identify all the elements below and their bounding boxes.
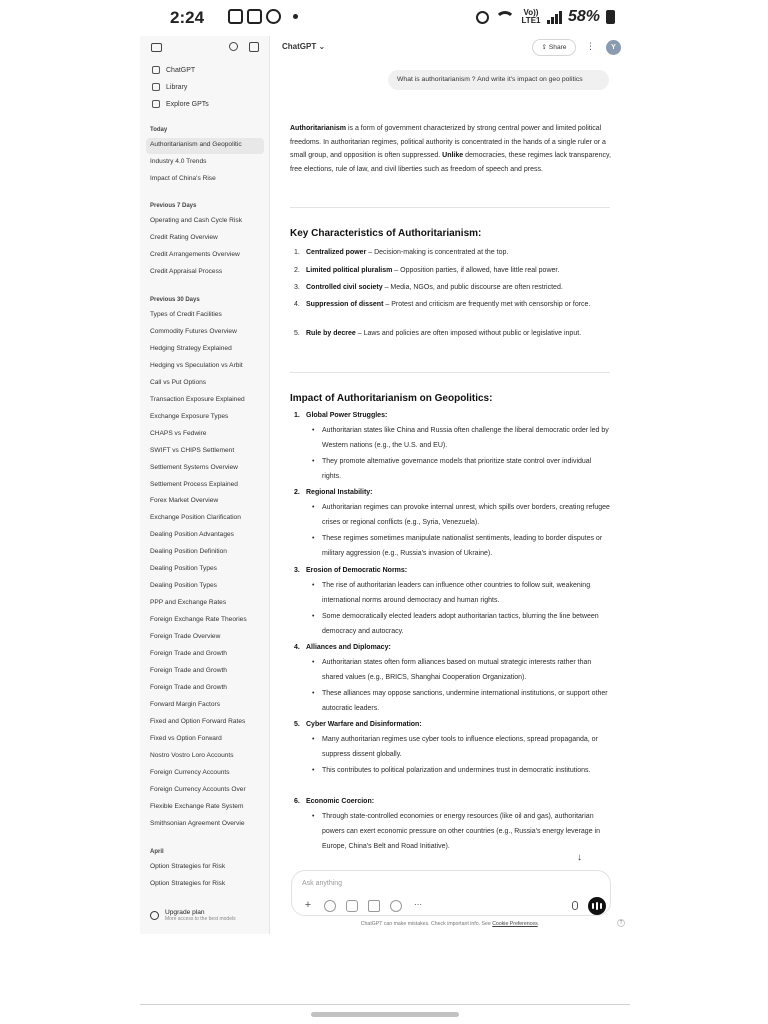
bullet-item bbox=[312, 454, 612, 484]
characteristic-item bbox=[294, 247, 612, 260]
bullet-dot: • bbox=[312, 458, 315, 465]
bullet-item bbox=[312, 763, 612, 778]
library-icon bbox=[152, 83, 160, 91]
item-text: – Decision-making is concentrated at the top. bbox=[366, 249, 509, 256]
conversation-item[interactable]: Smithsonian Agreement Overvie bbox=[150, 819, 245, 827]
clock: 2:24 bbox=[170, 8, 205, 27]
sidebar-nav-explore-gpts[interactable] bbox=[152, 100, 209, 108]
bullet-dot: • bbox=[312, 813, 315, 820]
grid-icon bbox=[152, 100, 160, 108]
conversation-item[interactable]: Settlement Systems Overview bbox=[150, 463, 238, 471]
disclaimer-end: . bbox=[537, 921, 540, 927]
conversation-item[interactable]: Exchange Exposure Types bbox=[150, 412, 229, 420]
conversation-item[interactable]: Types of Credit Facilities bbox=[150, 311, 222, 318]
conversation-item[interactable]: Exchange Position Clarification bbox=[150, 514, 241, 522]
impact-heading-item bbox=[294, 489, 373, 496]
conversation-item[interactable]: CHAPS vs Fedwire bbox=[150, 429, 207, 437]
bullet-text: Authoritarian states like China and Russia often challenge the liberal democratic order led by Western nations (e.g., the U.S. and EU). bbox=[322, 427, 609, 449]
bullet-text: Some democratically elected leaders adopt authoritarian tactics, blurring the line between democracy and autocracy. bbox=[322, 613, 599, 635]
item-body bbox=[306, 299, 590, 312]
intro-paragraph bbox=[290, 122, 612, 176]
item-number: 2. bbox=[294, 267, 300, 274]
bullet-item bbox=[312, 500, 612, 530]
bullet-text: Authoritarian regimes can provoke internal unrest, which spills over borders, creating refugee crises or regional conflicts (e.g., Syria, Venezuela). bbox=[322, 504, 610, 526]
unlike-bold: Unlike bbox=[442, 152, 464, 159]
item-title: Rule by decree bbox=[306, 330, 356, 337]
bullet-text: Many authoritarian regimes use cyber tools to influence elections, spread propaganda, or suppress dissent globally. bbox=[322, 736, 598, 758]
impact-heading-item bbox=[294, 412, 387, 419]
battery-percent: 58% bbox=[568, 8, 601, 25]
conversation-item[interactable]: Authoritarianism and Geopolitic bbox=[146, 138, 264, 154]
characteristic-item bbox=[294, 299, 612, 312]
avatar[interactable]: Y bbox=[606, 40, 621, 55]
section-label: Today bbox=[150, 127, 168, 133]
bullet-text: These alliances may oppose sanctions, undermine international institutions, or support other autocratic leaders. bbox=[322, 690, 608, 712]
item-number: 3. bbox=[294, 567, 300, 574]
bullet-item bbox=[312, 809, 612, 854]
wifi-icon bbox=[495, 11, 515, 23]
item-body bbox=[306, 282, 563, 295]
share-label: Share bbox=[548, 44, 567, 51]
characteristic-item bbox=[294, 282, 612, 295]
section-label: Previous 30 Days bbox=[150, 297, 200, 303]
bullet-dot: • bbox=[312, 582, 315, 589]
impact-title: Global Power Struggles: bbox=[306, 412, 388, 419]
characteristic-item bbox=[294, 265, 612, 278]
search-icon[interactable] bbox=[229, 42, 238, 51]
lightbulb-icon[interactable] bbox=[346, 900, 358, 912]
impact-title: Cyber Warfare and Disinformation: bbox=[306, 721, 422, 728]
upgrade-icon bbox=[150, 911, 159, 920]
section-label: April bbox=[150, 849, 164, 855]
share-icon: ⇪ bbox=[541, 44, 549, 51]
term-bold: Authoritarianism bbox=[290, 125, 347, 132]
bullet-text: Authoritarian states often form alliances based on mutual strategic interests rather than shared values (e.g., BRICS, Shanghai Cooperation Organization). bbox=[322, 659, 592, 681]
item-title: Suppression of dissent bbox=[306, 301, 384, 308]
microphone-icon[interactable] bbox=[572, 901, 578, 910]
megaphone-icon[interactable] bbox=[368, 900, 380, 912]
share-button[interactable] bbox=[532, 39, 576, 56]
conversation-item[interactable]: Commodity Futures Overview bbox=[150, 327, 237, 335]
upgrade-title: Upgrade plan bbox=[165, 909, 205, 916]
divider bbox=[290, 372, 610, 373]
sidebar-nav-label: Explore GPTs bbox=[166, 100, 209, 108]
globe-icon[interactable] bbox=[324, 900, 336, 912]
bullet-text: They promote alternative governance models that prioritize state control over individual rights. bbox=[322, 458, 592, 480]
bullet-item bbox=[312, 578, 612, 608]
sidebar bbox=[140, 36, 270, 934]
sidebar-nav-label: ChatGPT bbox=[166, 66, 196, 74]
conversation-item[interactable]: Foreign Trade Overview bbox=[150, 633, 221, 641]
bullet-dot: • bbox=[312, 767, 315, 774]
conversation-item[interactable]: Industry 4.0 Trends bbox=[150, 157, 207, 165]
intro-text-1: is a form of government characterized by strong central power and limited political freedoms. In authoritarian regimes, political authority is concentrated in the hands of a single ruler or a small group, and opposition is often suppressed. bbox=[290, 125, 606, 159]
impact-title: Alliances and Diplomacy: bbox=[306, 644, 391, 651]
conversation-item[interactable]: Foreign Trade and Growth bbox=[150, 666, 227, 674]
conversation-item[interactable]: Call vs Put Options bbox=[150, 378, 207, 386]
bullet-dot: • bbox=[312, 535, 315, 542]
conversation-item[interactable]: Fixed and Option Forward Rates bbox=[150, 717, 246, 725]
threads-icon bbox=[266, 9, 281, 24]
conversation-item[interactable]: Foreign Exchange Rate Theories bbox=[150, 616, 247, 624]
bullet-text: This contributes to political polarization and undermines trust in democratic institutions. bbox=[322, 767, 591, 774]
item-number: 1. bbox=[294, 412, 300, 419]
model-selector[interactable]: ChatGPT ⌄ bbox=[282, 42, 326, 51]
more-notifications-dot-icon bbox=[293, 14, 298, 19]
impact-heading-item bbox=[294, 644, 391, 651]
conversation-item[interactable]: Option Strategies for Risk bbox=[150, 863, 226, 870]
cookie-preferences-link[interactable]: Cookie Preferences bbox=[492, 921, 538, 927]
notification-icons bbox=[228, 9, 298, 24]
disclaimer bbox=[290, 921, 610, 927]
more-options-icon[interactable]: ⋮ bbox=[586, 41, 595, 51]
divider bbox=[290, 207, 610, 208]
item-body bbox=[306, 328, 581, 341]
bullet-item bbox=[312, 686, 612, 716]
conversation-item[interactable]: Credit Arrangements Overview bbox=[150, 250, 240, 258]
conversation-item[interactable]: Foreign Currency Accounts bbox=[150, 768, 230, 776]
voice-mode-button[interactable] bbox=[588, 897, 606, 915]
bullet-text: The rise of authoritarian leaders can influence other countries to follow suit, weakening international norms around democracy and human rights. bbox=[322, 582, 591, 604]
item-number: 1. bbox=[294, 249, 300, 256]
conversation-item[interactable]: Dealing Position Types bbox=[150, 565, 217, 573]
bullet-dot: • bbox=[312, 504, 315, 511]
bullet-dot: • bbox=[312, 427, 315, 434]
conversation-item[interactable]: Hedging vs Speculation vs Arbit bbox=[150, 361, 243, 369]
sidebar-nav-label: Library bbox=[166, 83, 188, 91]
gallery-icon bbox=[228, 9, 243, 24]
help-icon[interactable]: ? bbox=[617, 919, 625, 927]
conversation-item[interactable]: Credit Rating Overview bbox=[150, 233, 218, 241]
conversation-item[interactable]: Foreign Trade and Growth bbox=[150, 650, 227, 657]
conversation-item[interactable]: Forex Market Overview bbox=[150, 497, 219, 505]
item-number: 3. bbox=[294, 284, 300, 291]
characteristic-item bbox=[294, 328, 612, 341]
conversation-item[interactable]: Foreign Currency Accounts Over bbox=[150, 785, 246, 793]
impact-heading-item bbox=[294, 567, 407, 574]
system-icons bbox=[476, 8, 615, 26]
conversation-item[interactable]: Option Strategies for Risk bbox=[150, 879, 226, 887]
item-number: 4. bbox=[294, 301, 300, 308]
signal-icon bbox=[547, 11, 562, 24]
item-text: – Media, NGOs, and public discourse are often restricted. bbox=[382, 284, 563, 291]
conversation-item[interactable]: Transaction Exposure Explained bbox=[150, 395, 245, 403]
impact-heading-item bbox=[294, 798, 374, 805]
bullet-dot: • bbox=[312, 659, 315, 666]
impact-heading: Impact of Authoritarianism on Geopolitics: bbox=[290, 393, 493, 404]
item-number: 2. bbox=[294, 489, 300, 496]
chatgpt-logo-icon bbox=[152, 66, 160, 74]
conversation-item[interactable]: Dealing Position Definition bbox=[150, 548, 227, 556]
impact-title: Erosion of Democratic Norms: bbox=[306, 567, 408, 574]
user-message: What is authoritarianism ? And write it's impact on geo politics bbox=[388, 70, 609, 90]
chat-header bbox=[270, 36, 630, 60]
conversation bbox=[270, 60, 630, 870]
prompt-input[interactable]: Ask anything bbox=[302, 880, 343, 887]
conversation-item[interactable]: Hedging Strategy Explained bbox=[150, 344, 232, 352]
intro-text-2: democracies, these regimes lack transparency, free elections, rule of law, and civil liberties such as freedom of speech and press. bbox=[290, 152, 611, 173]
battery-icon bbox=[606, 10, 615, 24]
impact-title: Regional Instability: bbox=[306, 489, 373, 496]
conversation-item[interactable]: PPP and Exchange Rates bbox=[150, 599, 227, 607]
item-text: – Opposition parties, if allowed, have little real power. bbox=[392, 267, 560, 274]
more-tools-icon[interactable]: ⋯ bbox=[414, 900, 422, 909]
bullet-item bbox=[312, 609, 612, 639]
bullet-dot: • bbox=[312, 613, 315, 620]
item-title: Centralized power bbox=[306, 249, 367, 256]
status-bar bbox=[0, 0, 768, 36]
conversation-item[interactable]: Dealing Position Advantages bbox=[150, 531, 234, 539]
disclaimer-text: ChatGPT can make mistakes. Check important info. See bbox=[360, 921, 493, 927]
impact-heading-item bbox=[294, 721, 422, 728]
chatgpt-page bbox=[140, 36, 630, 934]
conversation-item[interactable]: SWIFT vs CHIPS Settlement bbox=[150, 446, 235, 454]
item-number: 5. bbox=[294, 330, 300, 337]
upgrade-subtitle: More access to the best models bbox=[165, 916, 236, 922]
conversation-item[interactable]: Forward Margin Factors bbox=[150, 700, 220, 708]
sidebar-toggle-icon[interactable] bbox=[151, 43, 162, 52]
palette-icon[interactable] bbox=[390, 900, 402, 912]
bullet-item bbox=[312, 655, 612, 685]
bullet-item bbox=[312, 423, 612, 453]
new-chat-icon[interactable] bbox=[249, 42, 259, 52]
bullet-item bbox=[312, 732, 612, 762]
item-text: – Laws and policies are often imposed without public or legislative input. bbox=[355, 330, 582, 337]
scroll-down-icon[interactable]: ↓ bbox=[577, 852, 582, 863]
conversation-item[interactable]: Fixed vs Option Forward bbox=[150, 734, 222, 742]
bottom-divider bbox=[140, 1004, 630, 1005]
item-number: 5. bbox=[294, 721, 300, 728]
item-text: – Protest and criticism are frequently met with censorship or force. bbox=[383, 301, 591, 308]
conversation-item[interactable]: Flexible Exchange Rate System bbox=[150, 802, 244, 810]
item-title: Limited political pluralism bbox=[306, 267, 393, 274]
key-characteristics-heading: Key Characteristics of Authoritarianism: bbox=[290, 228, 482, 239]
composer[interactable] bbox=[291, 870, 611, 916]
item-number: 4. bbox=[294, 644, 300, 651]
item-body bbox=[306, 247, 508, 260]
conversation-item[interactable]: Dealing Position Types bbox=[150, 582, 217, 590]
bullet-text: Through state-controlled economies or energy resources (like oil and gas), authoritarian powers can exert economic pressure on other countries (e.g., Russia's energy leverage in Europe, China's Belt and Road Initiative). bbox=[322, 813, 600, 850]
upgrade-plan-button[interactable] bbox=[150, 909, 236, 922]
composer-tools bbox=[302, 900, 424, 912]
bullet-text: These regimes sometimes manipulate nationalist sentiments, leading to border disputes or military aggression (e.g., Russia's invasion of Ukraine). bbox=[322, 535, 603, 557]
sidebar-nav-chatgpt[interactable] bbox=[152, 66, 195, 74]
network-type-label: Vo)) LTE1 bbox=[521, 8, 541, 25]
section-label: Previous 7 Days bbox=[150, 203, 197, 209]
alarm-icon bbox=[476, 11, 489, 24]
conversation-item[interactable]: Nostro Vostro Loro Accounts bbox=[150, 751, 234, 759]
bullet-dot: • bbox=[312, 690, 315, 697]
bullet-item bbox=[312, 531, 612, 561]
conversation-item[interactable]: Credit Appraisal Process bbox=[150, 267, 223, 275]
plus-icon[interactable]: + bbox=[304, 899, 312, 911]
item-number: 6. bbox=[294, 798, 300, 805]
impact-title: Economic Coercion: bbox=[306, 798, 375, 805]
instagram-icon bbox=[247, 9, 262, 24]
home-indicator[interactable] bbox=[311, 1012, 459, 1017]
conversation-item[interactable]: Settlement Process Explained bbox=[150, 480, 238, 488]
conversation-item[interactable]: Operating and Cash Cycle Risk bbox=[150, 217, 242, 224]
bullet-dot: • bbox=[312, 736, 315, 743]
sidebar-nav-library[interactable] bbox=[152, 83, 187, 91]
conversation-item[interactable]: Impact of China's Rise bbox=[150, 174, 216, 182]
item-title: Controlled civil society bbox=[306, 284, 383, 291]
conversation-item[interactable]: Foreign Trade and Growth bbox=[150, 683, 227, 691]
item-body bbox=[306, 265, 559, 278]
